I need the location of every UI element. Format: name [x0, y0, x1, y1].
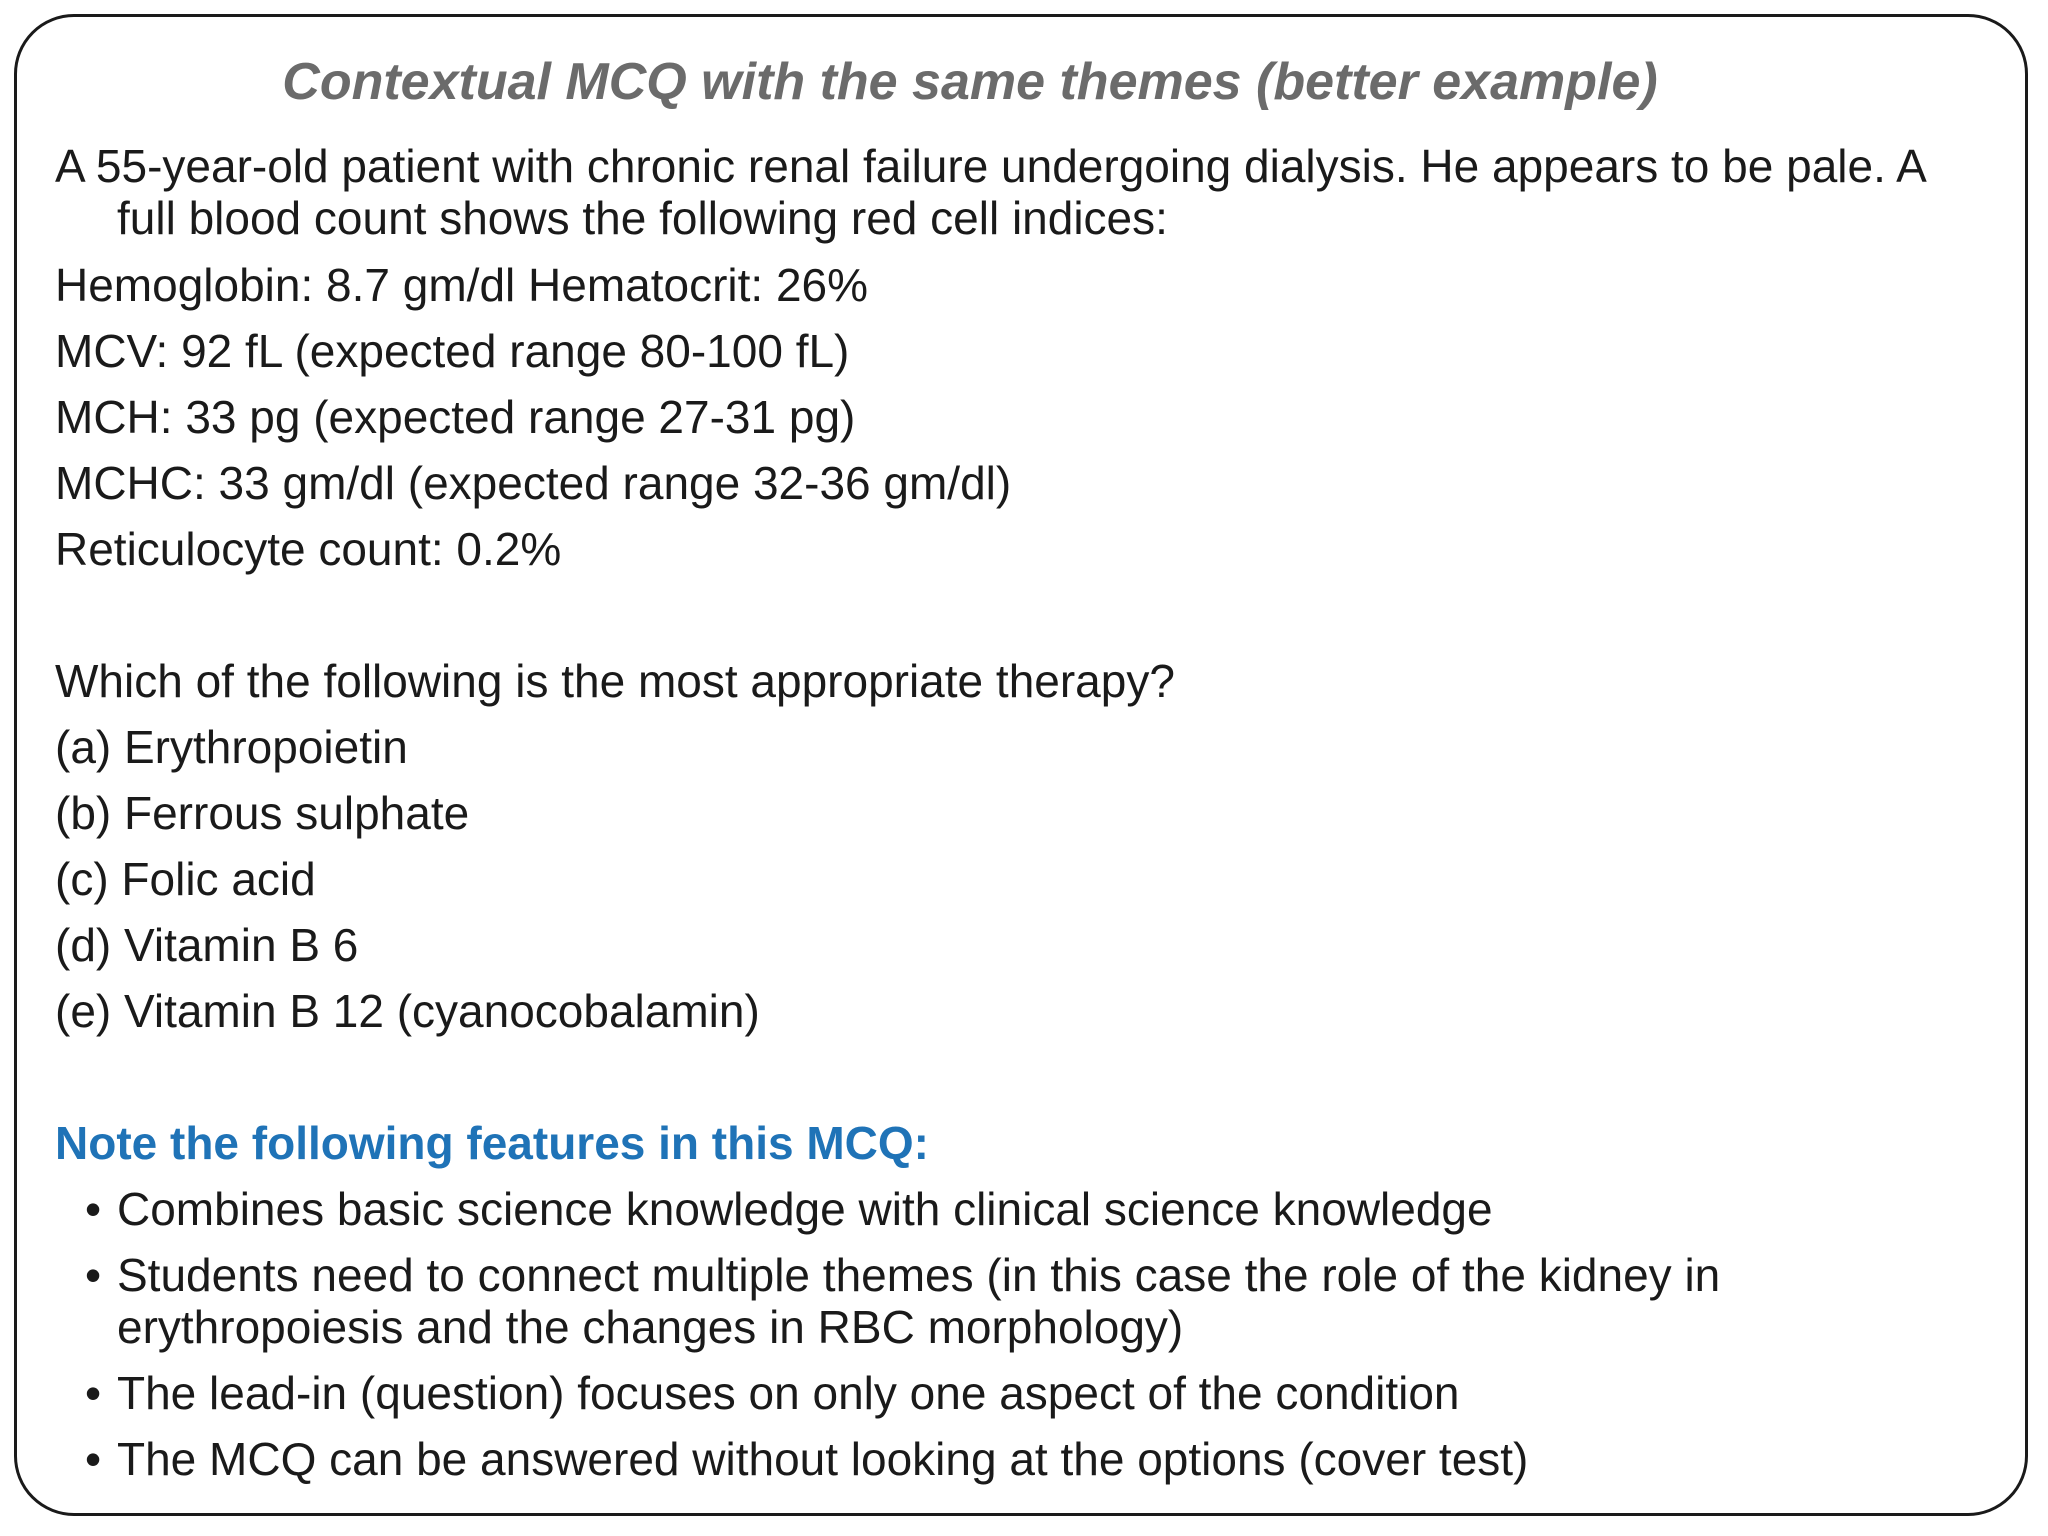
note-item-text: Combines basic science knowledge with clinical science knowledge — [117, 1183, 1493, 1235]
index-mcv: MCV: 92 fL (expected range 80-100 fL) — [55, 325, 850, 377]
slide-content — [55, 140, 1985, 1499]
option-e: (e) Vitamin B 12 (cyanocobalamin) — [55, 985, 760, 1037]
note-item — [55, 1367, 1985, 1419]
note-item-text: The lead-in (question) focuses on only one aspect of the condition — [117, 1367, 1460, 1419]
vignette-stem: A 55-year-old patient with chronic renal failure undergoing dialysis. He appears to be pale. A full blood count shows the following red cell indices: — [55, 140, 1925, 244]
note-item-text: The MCQ can be answered without looking at the options (cover test) — [117, 1433, 1529, 1485]
note-item — [55, 1183, 1985, 1235]
bullet-icon: • — [85, 1249, 102, 1301]
option-b: (b) Ferrous sulphate — [55, 787, 470, 839]
bullet-icon: • — [85, 1183, 102, 1235]
index-reticulocyte: Reticulocyte count: 0.2% — [55, 523, 562, 575]
option-d: (d) Vitamin B 6 — [55, 919, 359, 971]
option-a: (a) Erythropoietin — [55, 721, 408, 773]
note-item-text: Students need to connect multiple themes (in this case the role of the kidney in erythropoiesis and the changes in RBC morphology) — [117, 1249, 1721, 1353]
spacer — [55, 1051, 1985, 1117]
option-c: (c) Folic acid — [55, 853, 316, 905]
index-hemoglobin: Hemoglobin: 8.7 gm/dl Hematocrit: 26% — [55, 259, 869, 311]
index-mchc: MCHC: 33 gm/dl (expected range 32-36 gm/dl) — [55, 457, 1012, 509]
slide-title: Contextual MCQ with the same themes (better example) — [282, 53, 1658, 111]
notes-heading: Note the following features in this MCQ: — [55, 1117, 929, 1169]
note-item — [55, 1433, 1985, 1485]
bullet-icon: • — [85, 1367, 102, 1419]
index-mch: MCH: 33 pg (expected range 27-31 pg) — [55, 391, 856, 443]
spacer — [55, 589, 1985, 655]
note-item — [55, 1249, 1985, 1353]
question-lead-in: Which of the following is the most appropriate therapy? — [55, 655, 1175, 707]
bullet-icon: • — [85, 1433, 102, 1485]
